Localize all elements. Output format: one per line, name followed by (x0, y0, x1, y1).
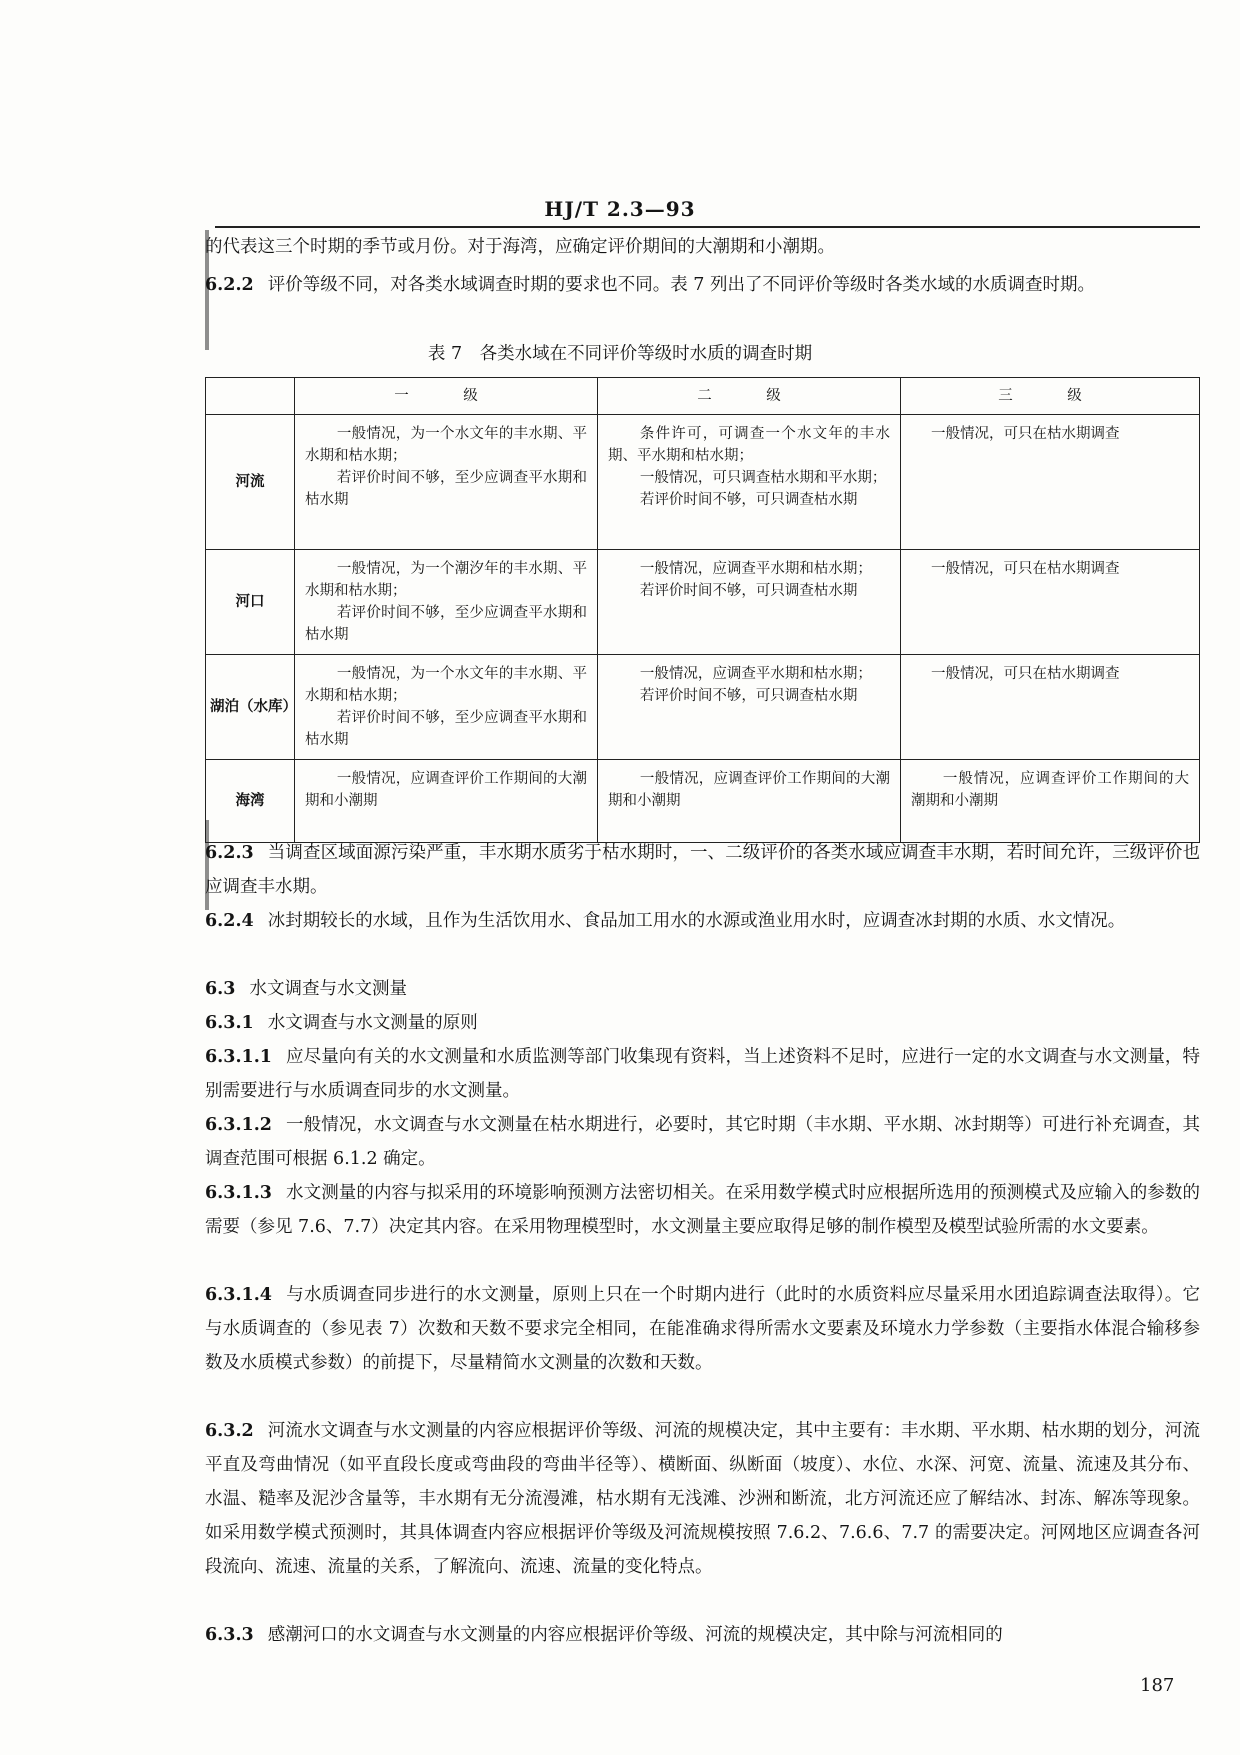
cell-level-2 (598, 415, 901, 550)
section-6-3-1-heading (205, 1006, 1200, 1040)
clause-text: 冰封期较长的水域，且作为生活饮用水、食品加工用水的水源或渔业用水时，应调查冰封期的水质、水文情况。 (267, 911, 1126, 931)
paragraph-text: 的代表这三个时期的季节或月份。对于海湾，应确定评价期间的大潮期和小潮期。 (205, 237, 835, 257)
cell-line: 一般情况，应调查平水期和枯水期； (639, 666, 872, 682)
cell-level-3 (901, 550, 1200, 655)
clause-number: 6.3 (205, 979, 236, 999)
clause-text: 一般情况，水文调查与水文测量在枯水期进行，必要时，其它时期（丰水期、平水期、冰封期等）可进行补充调查，其调查范围可根据 6.1.2 确定。 (205, 1115, 1200, 1169)
clause-number: 6.2.2 (205, 275, 254, 295)
cell-line: 一般情况，可只调查枯水期和平水期； (639, 470, 887, 486)
clause-6-2-4 (205, 904, 1200, 938)
clause-text: 感潮河口的水文调查与水文测量的内容应根据评价等级、河流的规模决定，其中除与河流相同的 (267, 1625, 1003, 1645)
clause-number: 6.3.1.4 (205, 1285, 272, 1305)
paragraph-continuation (205, 230, 1200, 264)
section-title: 水文调查与水文测量 (249, 979, 407, 999)
row-label: 海湾 (206, 760, 295, 843)
row-label: 河流 (206, 415, 295, 550)
cell-line: 一般情况，应调查评价工作期间的大潮期和小潮期 (608, 771, 890, 809)
table-header-row (206, 378, 1200, 415)
header-rule (215, 226, 1200, 228)
cell-line: 若评价时间不够，至少应调查平水期和枯水期 (305, 470, 587, 508)
cell-line: 一般情况，可只在枯水期调查 (931, 666, 1120, 682)
clause-6-3-2 (205, 1414, 1200, 1584)
cell-line: 一般情况，为一个水文年的丰水期、平水期和枯水期； (305, 426, 587, 464)
clause-number: 6.3.1 (205, 1013, 254, 1033)
cell-level-1 (295, 550, 598, 655)
page-number: 187 (1140, 1675, 1175, 1696)
water-survey-period-table (205, 377, 1200, 843)
cell-level-2 (598, 655, 901, 760)
cell-line: 一般情况，应调查评价工作期间的大潮期和小潮期 (911, 771, 1189, 809)
cell-level-2 (598, 760, 901, 843)
standard-code-header: HJ/T 2.3—93 (544, 197, 696, 221)
clause-6-3-1-3 (205, 1176, 1200, 1244)
clause-text: 应尽量向有关的水文测量和水质监测等部门收集现有资料，当上述资料不足时，应进行一定的水文调查与水文测量，特别需要进行与水质调查同步的水文测量。 (205, 1047, 1200, 1101)
table-row-river (206, 415, 1200, 550)
clause-number: 6.3.3 (205, 1625, 254, 1645)
clause-number: 6.2.4 (205, 911, 254, 931)
cell-level-1 (295, 415, 598, 550)
header-level-2: 二 级 (598, 378, 901, 415)
clause-text: 评价等级不同，对各类水域调查时期的要求也不同。表 7 列出了不同评价等级时各类水域的水质调查时期。 (267, 275, 1095, 295)
clause-6-3-1-1 (205, 1040, 1200, 1108)
clause-6-3-1-2 (205, 1108, 1200, 1176)
clause-text: 河流水文调查与水文测量的内容应根据评价等级、河流的规模决定，其中主要有：丰水期、平水期、枯水期的划分，河流平直及弯曲情况（如平直段长度或弯曲段的弯曲半径等）、横断面、纵断面（坡度）、水位、水深、河宽、流量、流速及其分布、水温、糙率及泥沙含量等，丰水期有无分流漫滩，枯水期有无浅滩、沙洲和断流，北方河流还应了解结冰、封冻、解冻等现象。如采用数学模式预测时，其具体调查内容应根据评价等级及河流规模按照 7.6.2、7.6.6、7.7 的需要决定。河网地区应调查各河段流向、流速、流量的关系，了解流向、流速、流量的变化特点。 (205, 1421, 1200, 1577)
cell-level-3 (901, 415, 1200, 550)
cell-level-3 (901, 655, 1200, 760)
cell-line: 一般情况，应调查评价工作期间的大潮期和小潮期 (305, 771, 587, 809)
clause-number: 6.3.1.2 (205, 1115, 272, 1135)
clause-6-3-1-4 (205, 1278, 1200, 1380)
cell-level-1 (295, 760, 598, 843)
cell-line: 一般情况，应调查平水期和枯水期； (639, 561, 872, 577)
clause-number: 6.3.1.3 (205, 1183, 272, 1203)
clause-text: 水文测量的内容与拟采用的环境影响预测方法密切相关。在采用数学模式时应根据所选用的预测模式及应输入的参数的需要（参见 7.6、7.7）决定其内容。在采用物理模型时，水文测量主要应取得足够的制作模型及模型试验所需的水文要素。 (205, 1183, 1200, 1237)
clause-number: 6.2.3 (205, 843, 254, 863)
clause-6-2-2 (205, 268, 1200, 302)
table-row-lake-reservoir (206, 655, 1200, 760)
table-row-estuary (206, 550, 1200, 655)
section-title: 水文调查与水文测量的原则 (267, 1013, 478, 1033)
row-label: 湖泊（水库） (206, 655, 295, 760)
cell-level-1 (295, 655, 598, 760)
cell-line: 若评价时间不够，可只调查枯水期 (639, 492, 858, 508)
header-level-3: 三 级 (901, 378, 1200, 415)
cell-level-2 (598, 550, 901, 655)
row-label: 河口 (206, 550, 295, 655)
clause-text: 与水质调查同步进行的水文测量，原则上只在一个时期内进行（此时的水质资料应尽量采用水团追踪调查法取得）。它与水质调查的（参见表 7）次数和天数不要求完全相同，在能准确求得所需水文要素及环境水力学参数（主要指水体混合输移参数及水质模式参数）的前提下，尽量精简水文测量的次数和天数。 (205, 1285, 1200, 1373)
cell-line: 若评价时间不够，至少应调查平水期和枯水期 (305, 605, 587, 643)
clause-text: 当调查区域面源污染严重，丰水期水质劣于枯水期时，一、二级评价的各类水域应调查丰水期，若时间允许，三级评价也应调查丰水期。 (205, 843, 1200, 897)
cell-line: 条件许可，可调查一个水文年的丰水期、平水期和枯水期； (608, 426, 890, 464)
cell-line: 一般情况，为一个水文年的丰水期、平水期和枯水期； (305, 666, 587, 704)
clause-number: 6.3.1.1 (205, 1047, 272, 1067)
header-level-1: 一 级 (295, 378, 598, 415)
cell-line: 若评价时间不够，可只调查枯水期 (639, 583, 858, 599)
cell-line: 一般情况，为一个潮汐年的丰水期、平水期和枯水期； (305, 561, 587, 599)
cell-line: 若评价时间不够，至少应调查平水期和枯水期 (305, 710, 587, 748)
table-row-bay (206, 760, 1200, 843)
cell-line: 一般情况，可只在枯水期调查 (931, 426, 1120, 442)
cell-line: 若评价时间不够，可只调查枯水期 (639, 688, 858, 704)
header-corner-cell (206, 378, 295, 415)
table-caption: 表 7 各类水域在不同评价等级时水质的调查时期 (427, 344, 813, 364)
cell-level-3 (901, 760, 1200, 843)
clause-6-2-3 (205, 836, 1200, 904)
section-6-3-heading (205, 972, 1200, 1006)
cell-line: 一般情况，可只在枯水期调查 (931, 561, 1120, 577)
clause-6-3-3 (205, 1618, 1200, 1652)
clause-number: 6.3.2 (205, 1421, 254, 1441)
